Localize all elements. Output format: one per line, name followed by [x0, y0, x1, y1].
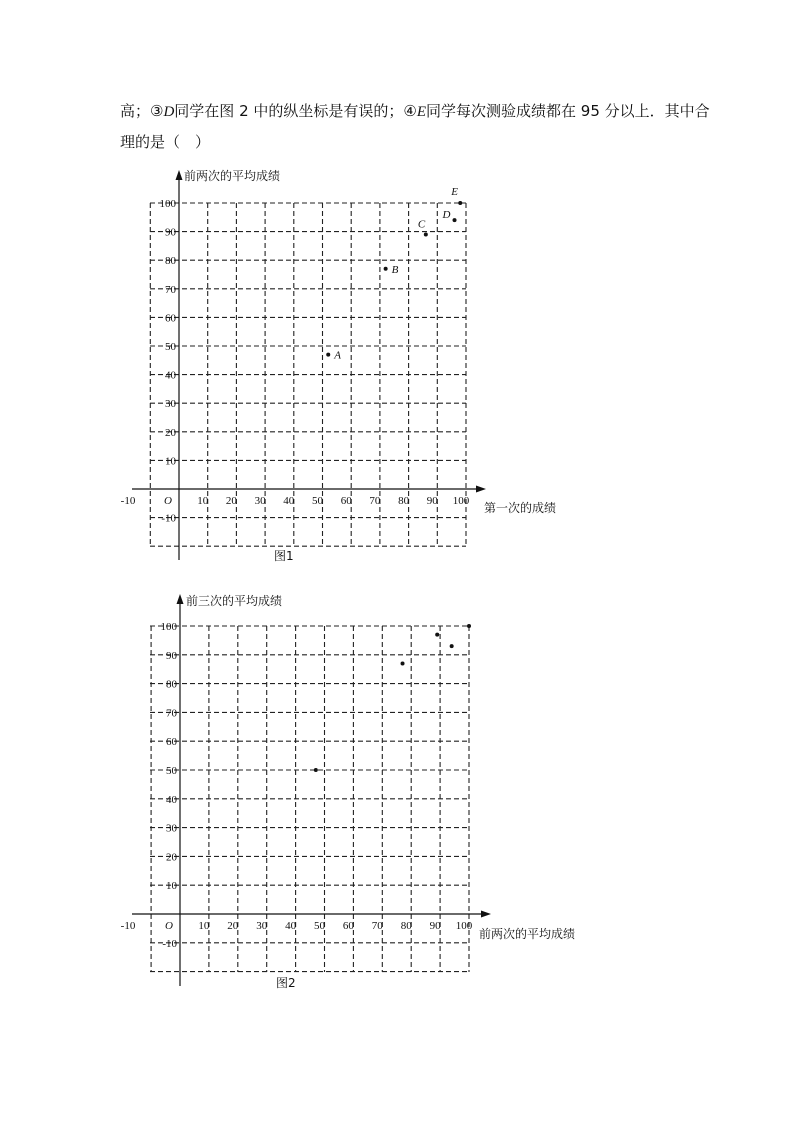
y-tick-label: 50: [165, 341, 176, 353]
x-tick-label: 100: [452, 495, 470, 507]
x-tick-label: 60: [340, 495, 352, 507]
y-tick-label: 80: [165, 255, 176, 268]
x-tick-label: 80: [398, 495, 410, 507]
y-tick-label: 100: [159, 198, 176, 210]
question-text-line-2: 理的是（ ）: [120, 133, 211, 151]
y-tick-label: 90: [165, 226, 176, 239]
y-tick-label: 70: [165, 283, 176, 296]
data-point: [458, 201, 462, 205]
x-tick-label: 10: [198, 920, 210, 932]
data-point: [424, 232, 428, 236]
y-tick-label: 50: [166, 765, 177, 777]
x-tick-label: 90: [426, 495, 438, 507]
y-tick-label: 10: [165, 455, 176, 468]
y-axis-label: 前三次的平均成绩: [186, 594, 283, 608]
y-tick-label: 10: [166, 880, 177, 893]
text-part: 同学在图 2 中的纵坐标是有误的；④: [174, 102, 417, 120]
x-tick-label: 20: [225, 495, 237, 507]
student-e-label: E: [416, 104, 426, 120]
data-point: [401, 661, 405, 665]
y-tick-label: 60: [166, 736, 177, 749]
y-tick-label: 100: [160, 621, 177, 633]
y-tick-label: 80: [166, 678, 177, 691]
data-point: [384, 267, 388, 271]
x-tick-label: 30: [256, 920, 268, 932]
x-tick-label: 80: [400, 920, 412, 932]
x-tick-label: 10: [197, 495, 209, 507]
x-tick-label: 40: [283, 495, 295, 507]
x-axis-arrow: [481, 911, 491, 918]
y-axis-arrow: [177, 594, 184, 604]
data-point: [326, 353, 330, 357]
x-tick-label: 90: [429, 920, 441, 932]
point-label: C: [417, 218, 426, 231]
x-tick-label: 100: [455, 920, 473, 932]
figure-caption: 图1: [274, 549, 294, 563]
point-label: A: [334, 349, 341, 362]
y-axis-arrow: [176, 170, 183, 180]
y-tick-label: 40: [166, 793, 177, 806]
data-point: [314, 768, 318, 772]
x-tick-label: 30: [254, 495, 266, 507]
x-tick-label: 20: [227, 920, 239, 932]
x-tick-label: 70: [371, 920, 383, 932]
x-axis-label: 前两次的平均成绩: [479, 927, 576, 941]
text-part: 高；③: [120, 102, 164, 120]
point-label: D: [442, 209, 451, 222]
y-tick-label: 30: [166, 822, 177, 835]
data-point: [453, 218, 457, 222]
point-label: E: [451, 186, 458, 198]
y-tick-label: 90: [166, 649, 177, 662]
x-axis-label: 第一次的成绩: [484, 501, 557, 515]
y-tick-label: 40: [165, 369, 176, 382]
x-tick-label: 60: [342, 920, 354, 932]
y-tick-label: 60: [165, 312, 176, 325]
chart-1: [121, 168, 556, 563]
y-axis-label: 前两次的平均成绩: [184, 169, 281, 183]
data-point: [450, 644, 454, 648]
y-tick-label: 70: [166, 707, 177, 720]
origin-label: O: [164, 495, 172, 507]
chart-2: [121, 593, 575, 990]
x-tick-label: -10: [120, 920, 136, 932]
x-axis-arrow: [476, 486, 486, 493]
y-tick-label: 20: [165, 426, 176, 439]
y-tick-label: 30: [165, 398, 176, 411]
y-tick-label: 20: [166, 851, 177, 864]
x-tick-label: 40: [285, 920, 297, 932]
data-point: [435, 633, 439, 637]
x-tick-label: -10: [120, 495, 136, 507]
text-part: 同学每次测验成绩都在 95 分以上．其中合: [426, 102, 710, 120]
origin-label: O: [165, 920, 173, 932]
x-tick-label: 50: [312, 495, 323, 507]
y-tick-label: -10: [162, 937, 177, 950]
figure-caption: 图2: [276, 976, 296, 990]
x-tick-label: 50: [314, 920, 325, 932]
student-d-label: D: [163, 104, 175, 120]
y-tick-label: -10: [161, 512, 176, 525]
x-tick-label: 70: [369, 495, 381, 507]
point-label: B: [391, 263, 399, 276]
data-point: [467, 624, 471, 628]
